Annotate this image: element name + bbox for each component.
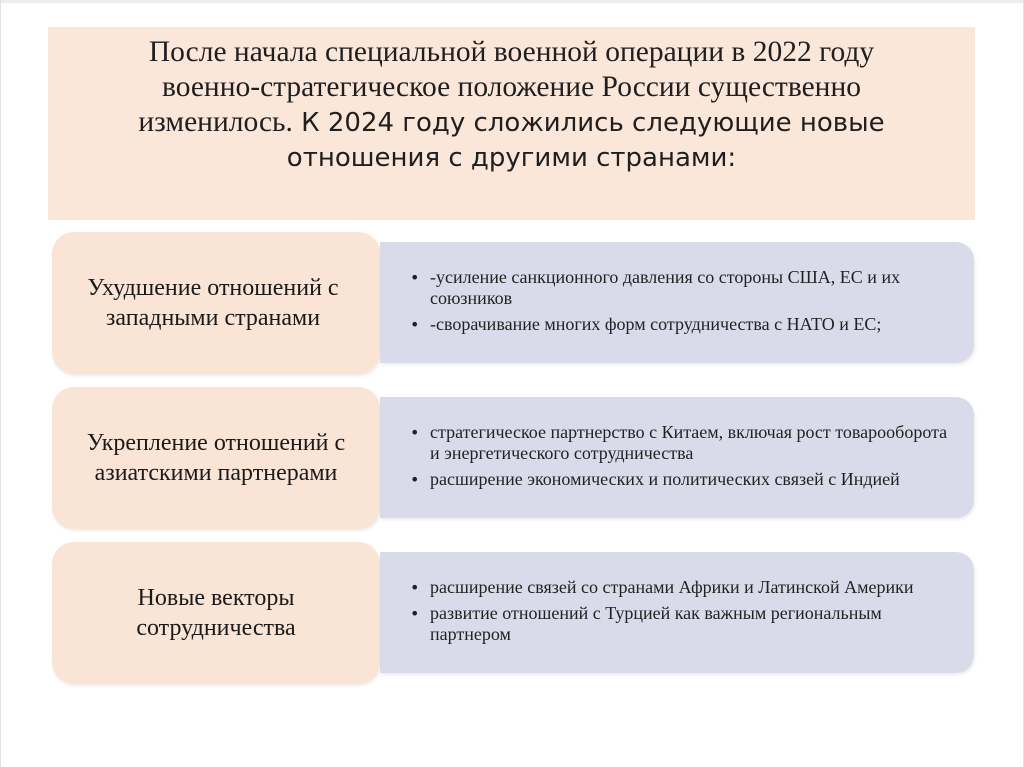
category-asian-partners xyxy=(52,387,380,529)
slide-top-border xyxy=(0,0,1024,3)
category-new-vectors xyxy=(52,542,380,684)
bullet-item: • развитие отношений с Турцией как важным региональным партнером xyxy=(430,603,954,645)
category-western-relations xyxy=(52,232,380,374)
details-new-vectors xyxy=(380,552,974,673)
title-line-3 xyxy=(48,105,975,141)
title-line-3-serif: изменилось. xyxy=(138,106,293,138)
category-label: Ухудшение отношений с западными странами xyxy=(87,275,339,331)
slide-title xyxy=(48,27,975,220)
bullet-list xyxy=(410,575,954,650)
title-line-4: отношения с другими странами: xyxy=(286,143,737,173)
details-western-relations xyxy=(380,242,974,363)
title-line-1: После начала специальной военной операции в 2022 году xyxy=(148,36,875,68)
bullet-item: • расширение связей со странами Африки и Латинской Америки xyxy=(430,577,954,598)
bullet-list xyxy=(410,420,954,495)
slide-left-border xyxy=(0,0,1,767)
bullet-item: • -усиление санкционного давления со стороны США, ЕС и их союзников xyxy=(430,267,954,309)
bullet-list xyxy=(410,265,954,340)
details-asian-partners xyxy=(380,397,974,518)
title-line-2: военно-стратегическое положение России существенно xyxy=(161,71,861,103)
category-label: Укрепление отношений с азиатскими партнерами xyxy=(86,430,346,486)
bullet-item: • стратегическое партнерство с Китаем, включая рост товарооборота и энергетического сотрудничества xyxy=(430,422,954,464)
title-line-3-sans: К 2024 году сложились следующие новые xyxy=(292,108,885,138)
bullet-item: • -сворачивание многих форм сотрудничества с НАТО и ЕС; xyxy=(430,314,954,335)
category-label: Новые векторы сотрудничества xyxy=(136,585,296,641)
bullet-item: • расширение экономических и политических связей с Индией xyxy=(430,469,954,490)
